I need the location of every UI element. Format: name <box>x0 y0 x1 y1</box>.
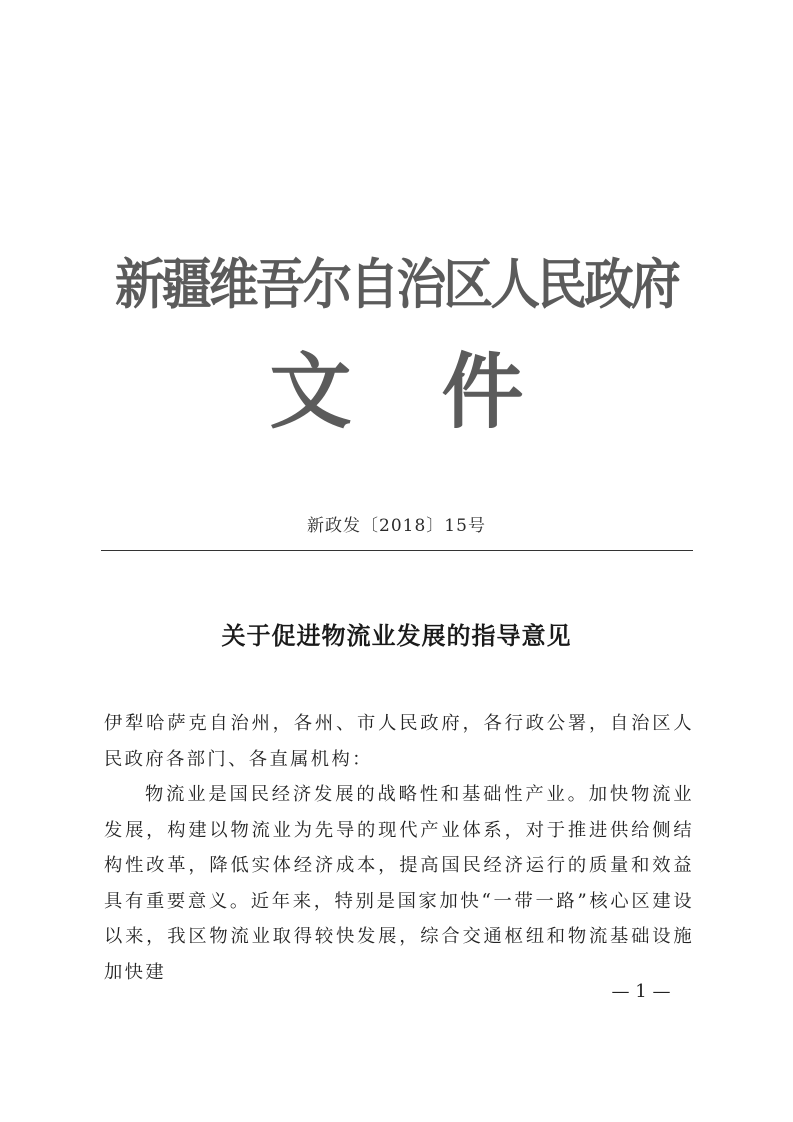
document-number: 新政发〔2018〕15号 <box>307 516 486 536</box>
page-number: — 1 — <box>611 981 671 1002</box>
document-type-heading: 文件 <box>269 344 614 440</box>
document-title: 关于促进物流业发展的指导意见 <box>221 621 572 650</box>
header-divider <box>101 550 693 551</box>
document-body <box>104 706 694 990</box>
addressee-paragraph: 伊犁哈萨克自治州，各州、市人民政府，各行政公署，自治区人民政府各部门、各直属机构： <box>104 713 694 770</box>
issuer-heading: 新疆维吾尔自治区人民政府 <box>114 252 679 316</box>
body-paragraph: 物流业是国民经济发展的战略性和基础性产业。加快物流业发展，构建以物流业为先导的现代产业体系，对于推进供给侧结构性改革，降低实体经济成本，提高国民经济运行的质量和效益具有重要意义。近年来，特别是国家加快“一带一路”核心区建设以来，我区物流业取得较快发展，综合交通枢纽和物流基础设施加快建 <box>104 784 694 983</box>
